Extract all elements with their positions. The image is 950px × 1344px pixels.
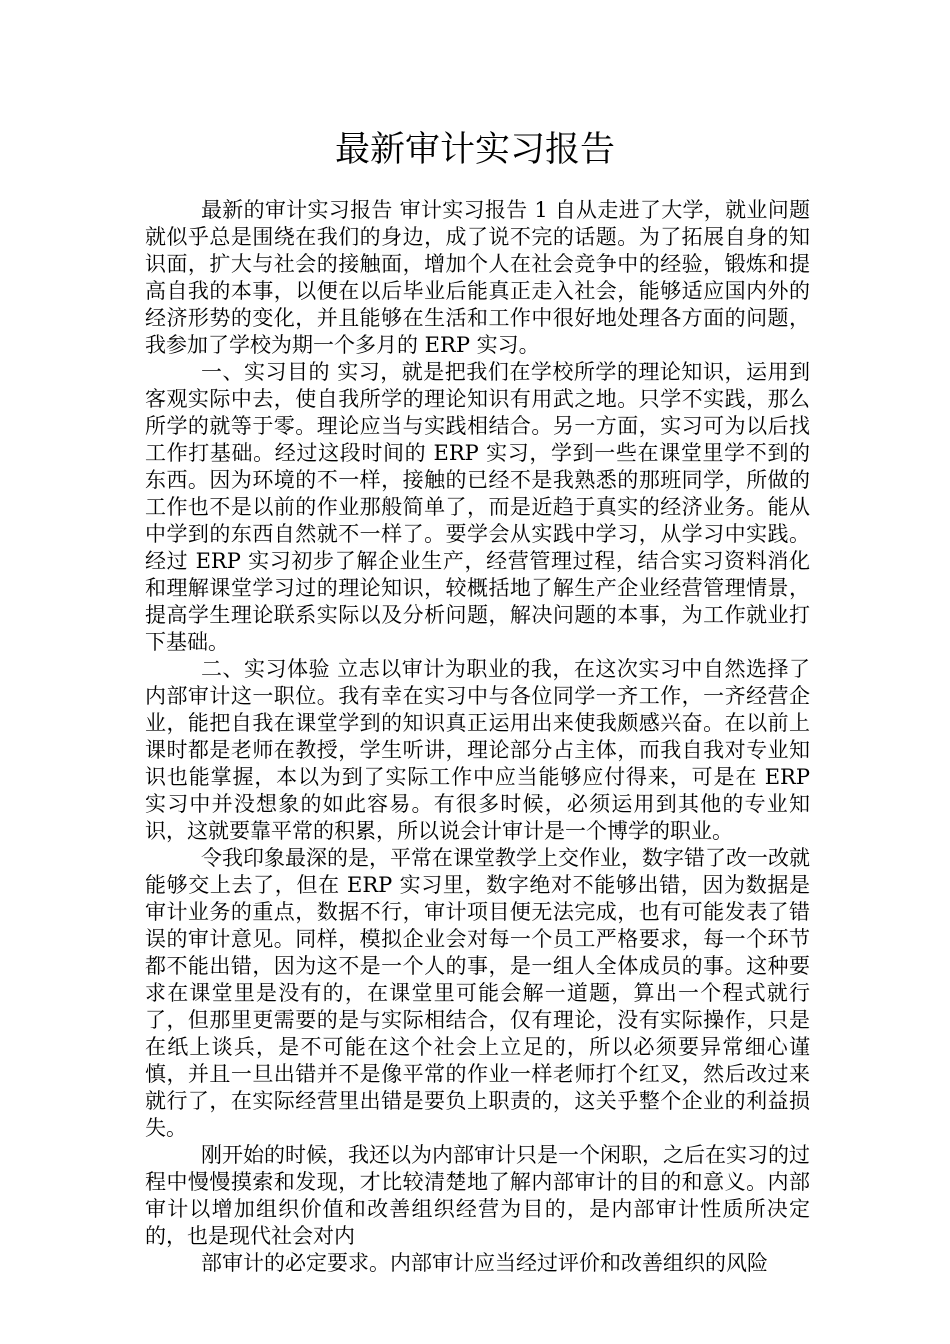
paragraph-impression: 令我印象最深的是，平常在课堂教学上交作业，数字错了改一改就能够交上去了，但在 ERP 实习里，数字绝对不能够出错，因为数据是审计业务的重点，数据不行，审计项目便无法完成，也有可能发表了错误的审计意见。同样，模拟企业会对每一个员工严格要求，每一个环节都不能出错，因为这不是一个人的事，是一组人全体成员的事。这种要求在课堂里是没有的，在课堂里可能会解一道题，算出一个程式就行了，但那里更需要的是与实际相结合，仅有理论，没有实际操作，只是在纸上谈兵，是不可能在这个社会上立足的，所以必须要异常细心谨慎，并且一旦出错并不是像平常的作业一样老师打个红叉，然后改过来就行了，在实际经营里出错是要负上职责的，这关乎整个企业的利益损失。 [145, 846, 810, 1140]
paragraph-experience: 二、实习体验 立志以审计为职业的我，在这次实习中自然选择了内部审计这一职位。我有幸在实习中与各位同学一齐工作，一齐经营企业，能把自我在课堂学到的知识真正运用出来使我颇感兴奋。在以前上课时都是老师在教授，学生听讲，理论部分占主体，而我自我对专业知识也能掌握，本以为到了实际工作中应当能够应付得来，可是在 ERP 实习中并没想象的如此容易。有很多时候，必须运用到其他的专业知识，这就要靠平常的积累，所以说会计审计是一个博学的职业。 [145, 657, 810, 843]
document-body [145, 197, 810, 1277]
document-title: 最新审计实习报告 [334, 130, 615, 170]
paragraph-purpose: 一、实习目的 实习，就是把我们在学校所学的理论知识，运用到客观实际中去，使自我所学的理论知识有用武之地。只学不实践，那么所学的就等于零。理论应当与实践相结合。另一方面，实习可为以后找工作打基础。经过这段时间的 ERP 实习，学到一些在课堂里学不到的东西。因为环境的不一样，接触的已经不是我熟悉的那班同学，所做的工作也不是以前的作业那般简单了，而是近趋于真实的经济业务。能从中学到的东西自然就不一样了。要学会从实践中学习，从学习中实践。经过 ERP 实习初步了解企业生产，经营管理过程，结合实习资料消化和理解课堂学习过的理论知识，较概括地了解生产企业经营管理情景，提高学生理论联系实际以及分析问题，解决问题的本事，为工作就业打下基础。 [145, 360, 810, 654]
paragraph-internal-audit: 刚开始的时候，我还以为内部审计只是一个闲职，之后在实习的过程中慢慢摸索和发现，才比较清楚地了解内部审计的目的和意义。内部审计以增加组织价值和改善组织经营为目的，是内部审计性质所决定的，也是现代社会对内 [145, 1143, 810, 1248]
paragraph-continuation: 部审计的必定要求。内部审计应当经过评价和改善组织的风险 [201, 1251, 768, 1275]
paragraph-intro: 最新的审计实习报告 审计实习报告 1 自从走进了大学，就业问题就似乎总是围绕在我们的身边，成了说不完的话题。为了拓展自身的知识面，扩大与社会的接触面，增加个人在社会竞争中的经验，锻炼和提高自我的本事，以便在以后毕业后能真正走入社会，能够适应国内外的经济形势的变化，并且能够在生活和工作中很好地处理各方面的问题，我参加了学校为期一个多月的 ERP 实习。 [145, 198, 810, 357]
